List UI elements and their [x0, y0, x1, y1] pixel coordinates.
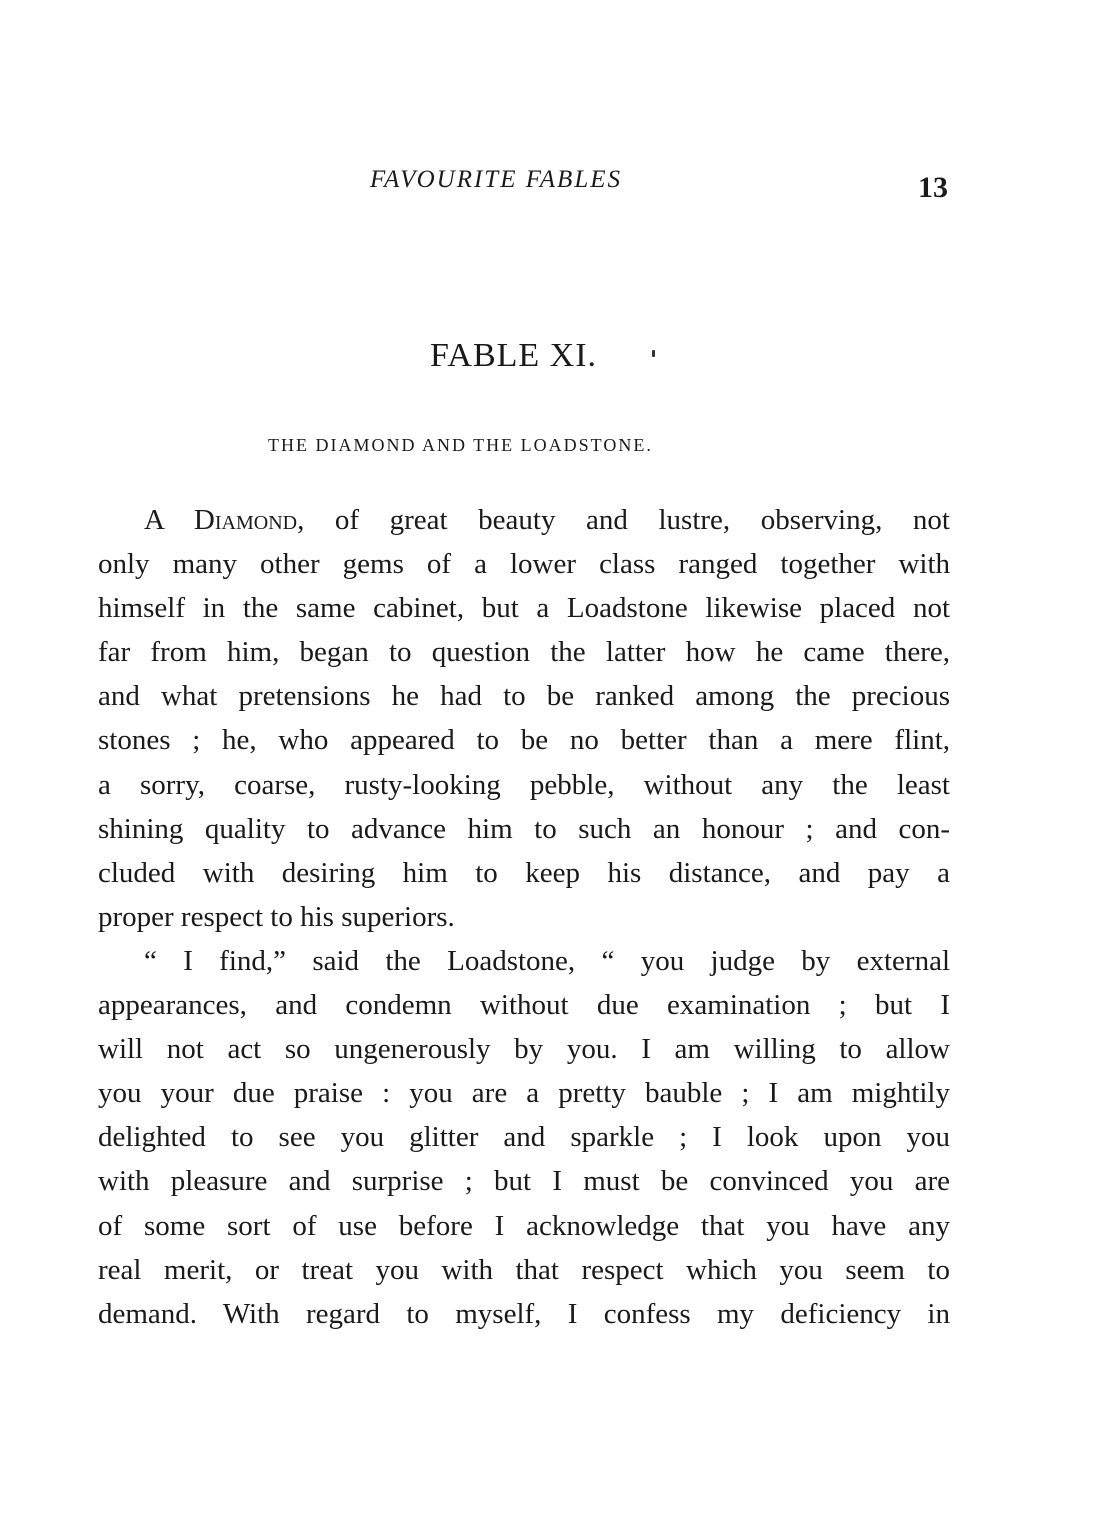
text-line: proper respect to his superiors.	[98, 900, 455, 933]
text-line: real merit, or treat you with that respect which you seem to	[98, 1253, 950, 1286]
text-line: A Diamond, of great beauty and lustre, observing, not	[144, 504, 950, 536]
text-line: stones ; he, who appeared to be no better than a mere flint,	[98, 724, 950, 757]
text-line: appearances, and condemn without due examination ; but I	[98, 989, 950, 1022]
fable-body	[98, 498, 950, 1336]
page-number: 13	[918, 171, 948, 204]
text-line: cluded with desiring him to keep his distance, and pay a	[98, 856, 950, 889]
text-line: you your due praise : you are a pretty bauble ; I am mightily	[98, 1077, 950, 1110]
text-line: of some sort of use before I acknowledge that you have any	[98, 1209, 950, 1242]
text-line: himself in the same cabinet, but a Loadstone likewise placed not	[98, 592, 950, 625]
running-head: FAVOURITE FABLES	[370, 166, 622, 193]
text-line: shining quality to advance him to such an honour ; and con-	[98, 812, 950, 845]
text-line: will not act so ungenerously by you. I am willing to allow	[98, 1033, 950, 1066]
text-line: with pleasure and surprise ; but I must be convinced you are	[98, 1165, 950, 1198]
fable-title: THE DIAMOND AND THE LOADSTONE.	[268, 435, 653, 455]
text-line: a sorry, coarse, rusty-looking pebble, without any the least	[98, 768, 950, 801]
text-line: delighted to see you glitter and sparkle ; I look upon you	[98, 1121, 950, 1154]
text-line: only many other gems of a lower class ranged together with	[98, 548, 950, 581]
text-line: demand. With regard to myself, I confess my deficiency in	[98, 1297, 950, 1330]
text-line: and what pretensions he had to be ranked among the precious	[98, 680, 950, 713]
text-line: far from him, began to question the latter how he came there,	[98, 636, 950, 669]
stray-ink-mark	[652, 350, 655, 357]
fable-number: FABLE XI.	[430, 337, 598, 374]
text-line: “ I find,” said the Loadstone, “ you judge by external	[144, 944, 950, 977]
drop-word: Diamond	[193, 504, 298, 536]
